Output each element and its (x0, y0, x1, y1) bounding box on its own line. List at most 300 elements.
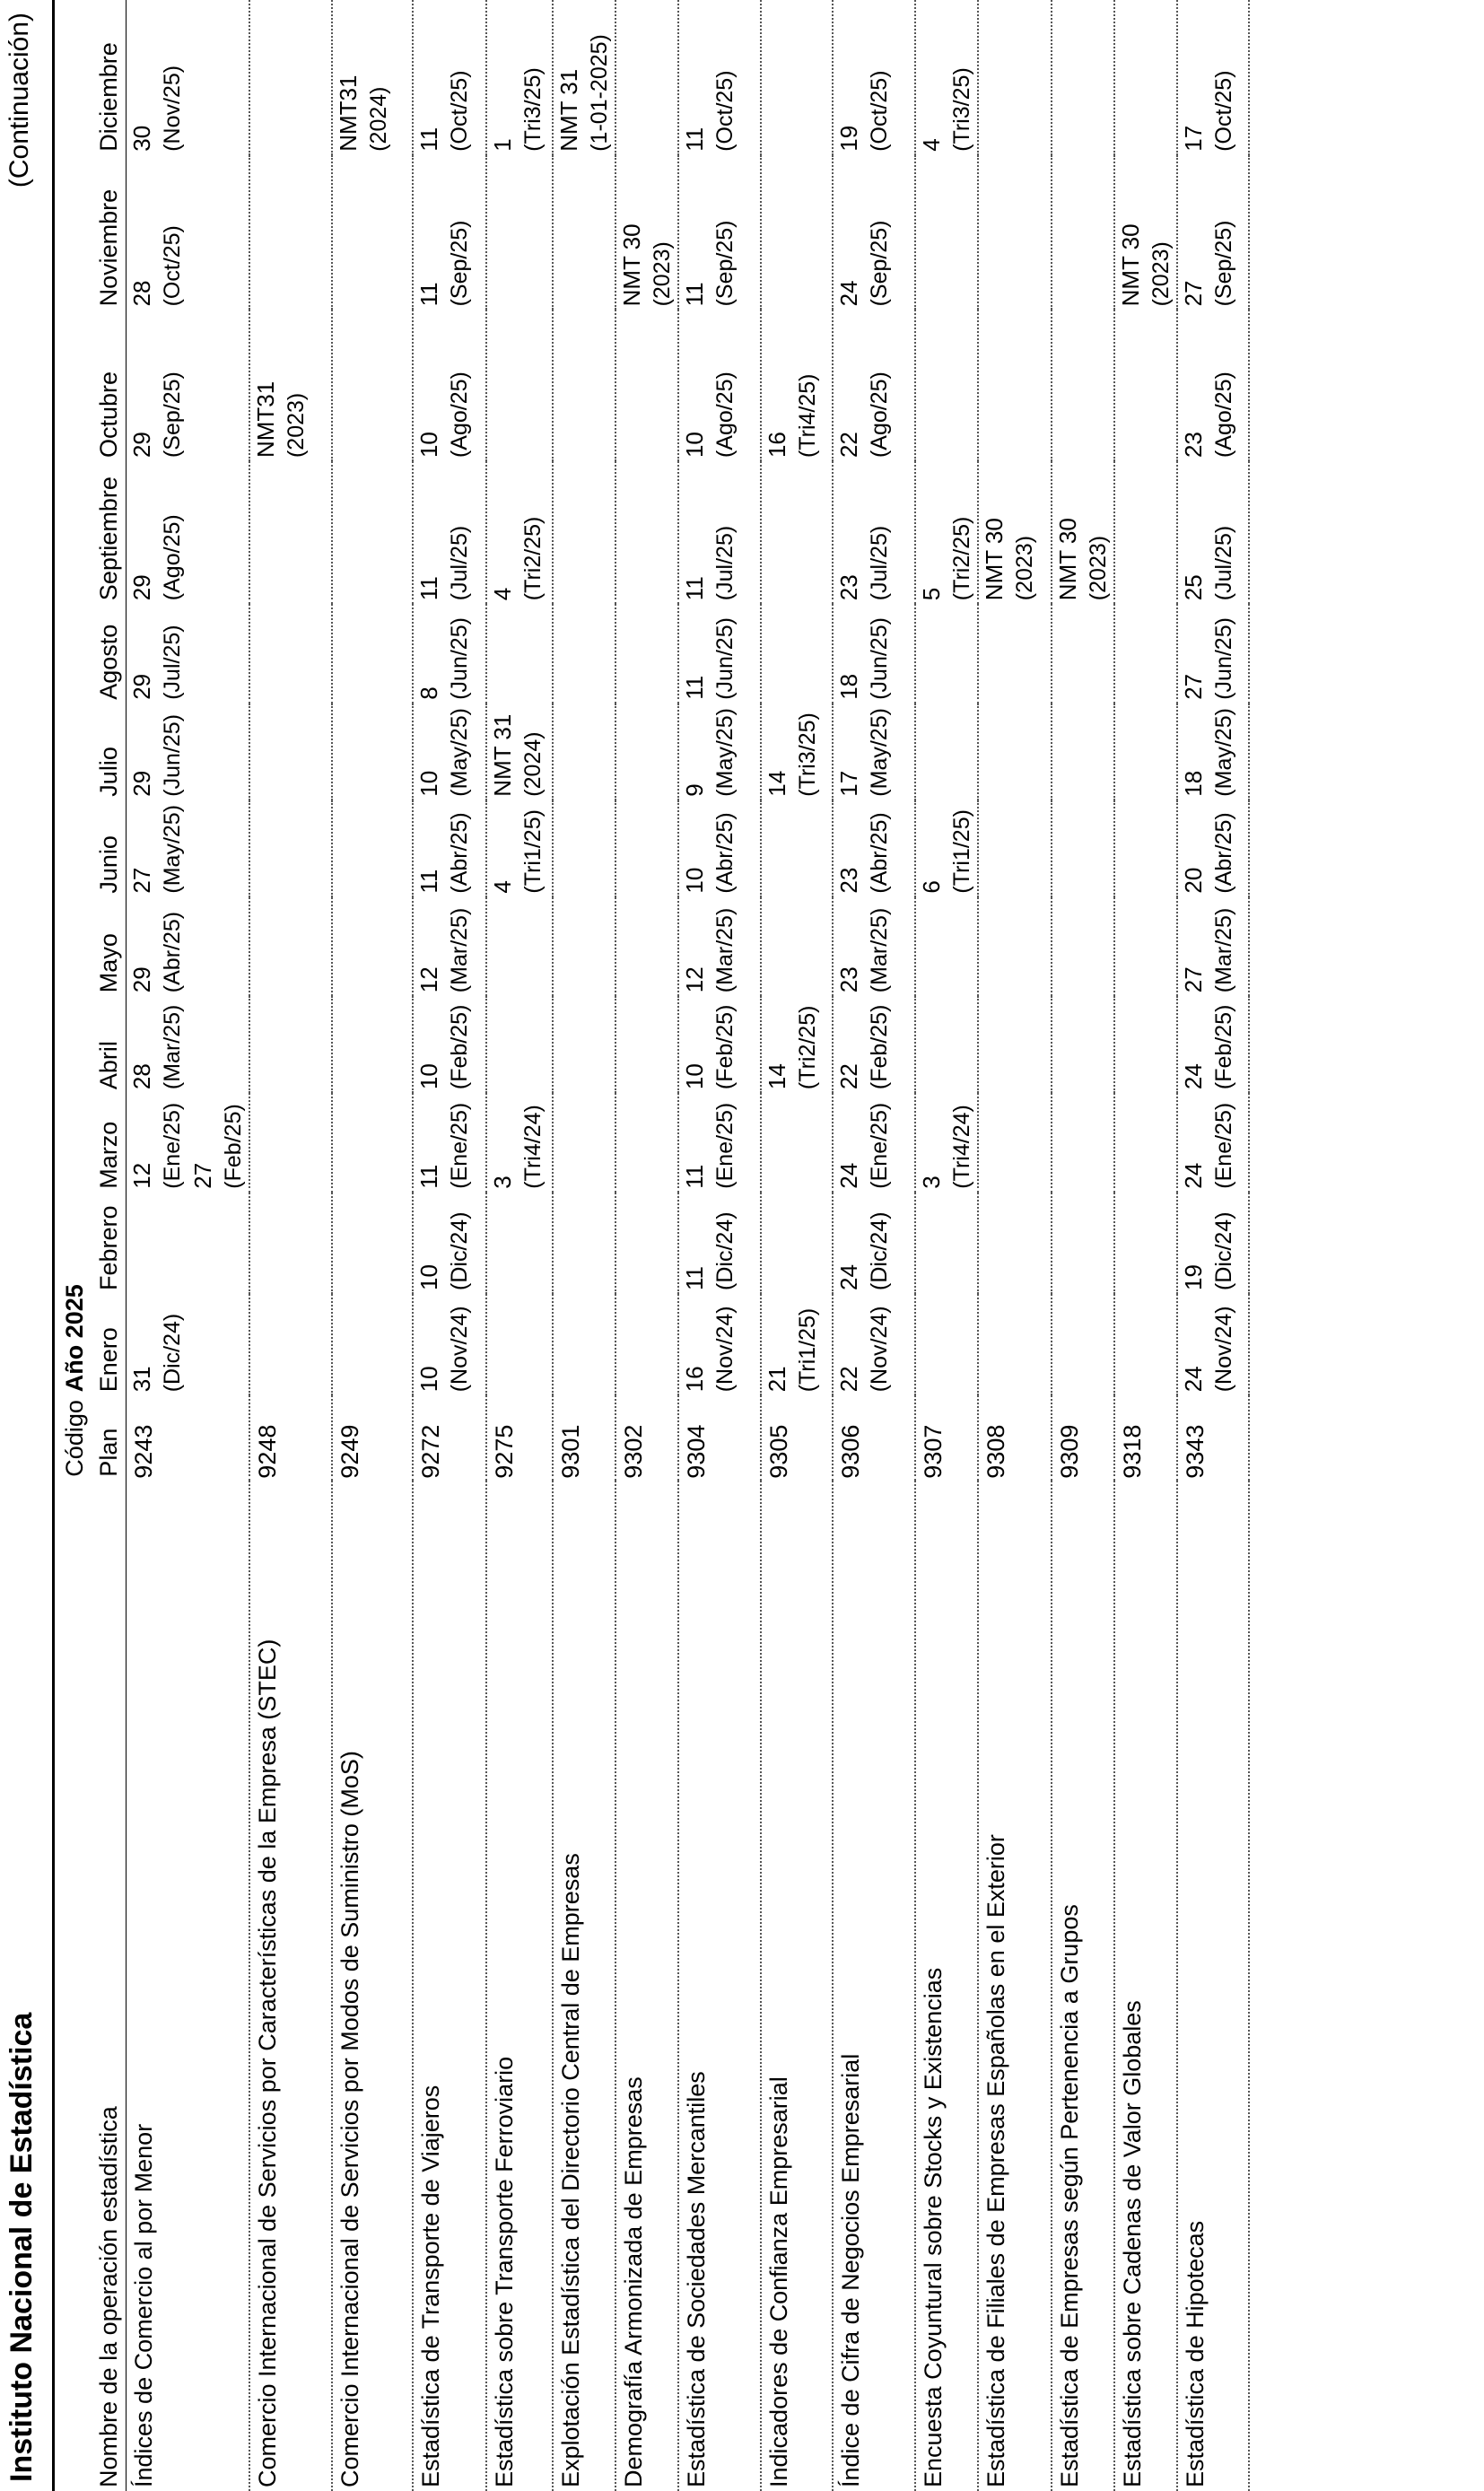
release-day: 12 (128, 1162, 155, 1189)
operation-code: 9305 (765, 1424, 792, 1479)
release-cell (978, 996, 1052, 1093)
table-row (486, 0, 553, 2491)
reference-period: (Ago/25) (712, 371, 738, 459)
release-cell (127, 1193, 250, 1294)
release-cell (249, 155, 332, 310)
reference-period: (Dic/24) (447, 1211, 472, 1290)
operation-name: Encuesta Coyuntural sobre Stocks y Existencias (920, 1967, 947, 2487)
release-day: 29 (128, 673, 155, 700)
reference-period: (Abr/25) (1211, 812, 1236, 894)
month-header: Abril (92, 996, 127, 1093)
reference-period: (Tri4/24) (520, 1105, 546, 1189)
reference-period: (Abr/25) (160, 911, 185, 993)
reference-period: (Sep/25) (712, 220, 738, 307)
reference-period: (May/25) (867, 708, 892, 797)
release-day: 27 (1180, 673, 1207, 700)
release-day: 11 (681, 1265, 708, 1290)
release-day: 19 (835, 125, 862, 152)
release-cell (249, 604, 332, 704)
release-cell (332, 604, 413, 704)
month-header: Septiembre (92, 461, 127, 604)
operation-code: 9302 (620, 1424, 647, 1479)
month-header: Octubre (92, 310, 127, 461)
release-cell (978, 310, 1052, 461)
release-day: NMT31 (252, 380, 279, 459)
release-day: 29 (128, 432, 155, 459)
release-cell (553, 0, 615, 155)
reference-period: (Sep/25) (867, 220, 892, 307)
month-header: Agosto (92, 604, 127, 704)
release-cell (678, 155, 761, 310)
release-cell (1114, 1294, 1177, 1395)
release-cell (615, 310, 678, 461)
release-day: 6 (918, 880, 945, 894)
release-day: NMT 31 (489, 713, 516, 797)
release-cell (413, 604, 486, 704)
release-day: 27 (128, 867, 155, 894)
release-day: 25 (1180, 574, 1207, 601)
release-cell (978, 1193, 1052, 1294)
release-cell (915, 1294, 978, 1395)
reference-period: (Ene/25) (447, 1102, 472, 1189)
release-day: NMT 30 (1054, 518, 1081, 601)
reference-period: (Jul/25) (867, 525, 892, 601)
release-cell (553, 604, 615, 704)
release-cell (1052, 0, 1114, 155)
release-cell (915, 897, 978, 997)
reference-period: (2023) (1148, 241, 1174, 307)
table-row (678, 0, 761, 2491)
reference-period: (2023) (1012, 535, 1037, 601)
operation-code: 9243 (130, 1424, 157, 1479)
table-row (413, 0, 486, 2491)
reference-period: (Abr/25) (867, 812, 892, 894)
release-cell (761, 1093, 833, 1193)
reference-period: (Mar/25) (712, 907, 738, 993)
reference-period: (Oct/25) (160, 225, 185, 307)
release-day: 12 (415, 966, 442, 993)
release-cell (978, 1294, 1052, 1395)
release-cell (553, 996, 615, 1093)
release-cell (615, 1193, 678, 1294)
release-day: 29 (128, 770, 155, 797)
release-cell (1114, 310, 1177, 461)
release-day: 24 (1180, 1162, 1207, 1189)
reference-period: (1-01-2025) (587, 34, 612, 152)
release-cell (1052, 1193, 1114, 1294)
release-cell (915, 1193, 978, 1294)
release-cell (761, 0, 833, 155)
release-cell (678, 897, 761, 997)
release-cell (249, 1093, 332, 1193)
release-cell (833, 604, 915, 704)
table-row (615, 0, 678, 2491)
reference-period: (Ago/25) (447, 371, 472, 459)
release-day: NMT 31 (555, 68, 582, 152)
release-calendar-table (57, 0, 1250, 2491)
release-cell (413, 897, 486, 997)
release-cell (127, 897, 250, 997)
release-cell (413, 1093, 486, 1193)
release-cell (127, 1093, 250, 1193)
operation-code: 9343 (1182, 1424, 1209, 1479)
release-cell (1177, 897, 1249, 997)
table-row (761, 0, 833, 2491)
release-cell (678, 704, 761, 800)
release-cell (678, 800, 761, 897)
release-cell (1177, 0, 1249, 155)
release-cell (553, 897, 615, 997)
operation-code: 9309 (1056, 1424, 1083, 1479)
operation-name: Índices de Comercio al por Menor (130, 2123, 157, 2487)
release-cell (249, 897, 332, 997)
release-cell (332, 800, 413, 897)
release-cell (249, 996, 332, 1093)
operation-name: Índice de Cifra de Negocios Empresarial (837, 2053, 864, 2487)
release-day: 4 (489, 587, 516, 601)
release-day: 31 (128, 1366, 155, 1393)
release-cell (1114, 996, 1177, 1093)
release-cell (553, 155, 615, 310)
release-day: 23 (835, 574, 862, 601)
release-cell (915, 800, 978, 897)
release-cell (833, 1193, 915, 1294)
release-day: 18 (1180, 770, 1207, 797)
release-cell (1052, 1294, 1114, 1395)
release-cell (486, 604, 553, 704)
month-header: Febrero (92, 1193, 127, 1294)
reference-period: (Tri1/25) (520, 809, 546, 894)
table-row (1052, 0, 1114, 2491)
release-cell (833, 1093, 915, 1193)
month-header: Marzo (92, 1093, 127, 1193)
operation-name: Comercio Internacional de Servicios por Características de la Empresa (STEC) (254, 1639, 281, 2487)
table-row (553, 0, 615, 2491)
release-cell (761, 1193, 833, 1294)
release-day: 12 (681, 966, 708, 993)
reference-period: (Mar/25) (447, 907, 472, 993)
release-cell (553, 800, 615, 897)
release-cell (1114, 0, 1177, 155)
release-cell (1114, 1193, 1177, 1294)
release-cell (678, 461, 761, 604)
reference-period: (Tri1/25) (795, 1307, 820, 1393)
release-cell (332, 996, 413, 1093)
reference-period: (Ene/25) (867, 1102, 892, 1189)
release-cell (413, 0, 486, 155)
release-day: 28 (128, 280, 155, 307)
release-cell (678, 0, 761, 155)
operation-code: 9272 (417, 1424, 444, 1479)
reference-period: (Feb/25) (1211, 1004, 1236, 1090)
release-cell (1114, 461, 1177, 604)
release-cell (553, 1193, 615, 1294)
reference-period: (Dic/24) (1211, 1211, 1236, 1290)
release-cell (1177, 1294, 1249, 1395)
reference-period: (Jul/25) (712, 525, 738, 601)
release-cell (413, 1294, 486, 1395)
release-day: 11 (681, 576, 708, 601)
operation-name: Indicadores de Confianza Empresarial (765, 2076, 792, 2487)
release-cell (127, 1294, 250, 1395)
release-day: 11 (415, 282, 442, 307)
operation-code: 9306 (837, 1424, 864, 1479)
release-cell (1052, 704, 1114, 800)
month-header: Diciembre (92, 0, 127, 155)
release-cell (127, 0, 250, 155)
release-cell (127, 461, 250, 604)
release-cell (615, 0, 678, 155)
release-cell (915, 704, 978, 800)
release-cell (615, 800, 678, 897)
release-day: 11 (415, 576, 442, 601)
release-day: 17 (835, 770, 862, 797)
release-cell (615, 461, 678, 604)
reference-period: (Tri3/25) (795, 712, 820, 797)
release-cell (761, 897, 833, 997)
operation-code: 9275 (491, 1424, 518, 1479)
operation-code: 9301 (557, 1424, 584, 1479)
release-day: 14 (764, 1063, 790, 1090)
release-day: NMT 30 (618, 223, 645, 307)
release-day: 11 (415, 869, 442, 894)
release-day: 10 (415, 432, 442, 459)
release-cell (615, 604, 678, 704)
table-row (332, 0, 413, 2491)
release-cell (127, 604, 250, 704)
release-cell (1052, 310, 1114, 461)
reference-period: (Oct/25) (712, 70, 738, 152)
release-day: 16 (764, 432, 790, 459)
release-day: 21 (764, 1366, 790, 1393)
release-cell (833, 310, 915, 461)
release-day: 16 (681, 1366, 708, 1393)
reference-period: (Oct/25) (867, 70, 892, 152)
release-cell (978, 704, 1052, 800)
reference-period: (May/25) (447, 708, 472, 797)
reference-period: (Nov/24) (712, 1306, 738, 1393)
release-cell (332, 704, 413, 800)
release-cell (1177, 996, 1249, 1093)
operation-name: Estadística de Hipotecas (1182, 2220, 1209, 2487)
reference-period: (Ene/25) (1211, 1102, 1236, 1189)
release-cell (332, 1093, 413, 1193)
release-cell (553, 704, 615, 800)
release-cell (1114, 704, 1177, 800)
release-cell (1114, 800, 1177, 897)
table-row (1177, 0, 1249, 2491)
release-cell (486, 996, 553, 1093)
release-cell (678, 1294, 761, 1395)
operation-code: 9248 (254, 1424, 281, 1479)
release-day: 4 (489, 880, 516, 894)
release-cell (915, 0, 978, 155)
release-day: NMT31 (335, 74, 362, 152)
release-cell (833, 1294, 915, 1395)
table-row (1114, 0, 1177, 2491)
release-day: 10 (415, 770, 442, 797)
release-day: 17 (1180, 125, 1207, 152)
release-day: 3 (489, 1176, 516, 1189)
release-day: 22 (835, 432, 862, 459)
release-cell (1177, 310, 1249, 461)
reference-period: (Mar/25) (867, 907, 892, 993)
release-cell (553, 461, 615, 604)
release-cell (678, 310, 761, 461)
release-cell (1177, 800, 1249, 897)
reference-period: (Jun/25) (160, 713, 185, 797)
release-cell (678, 604, 761, 704)
release-cell (761, 996, 833, 1093)
release-cell (553, 310, 615, 461)
release-day: 23 (835, 966, 862, 993)
release-day: 18 (835, 673, 862, 700)
month-header: Enero (92, 1294, 127, 1395)
release-day: 5 (918, 587, 945, 601)
reference-period: (Oct/25) (1211, 70, 1236, 152)
release-cell (1052, 604, 1114, 704)
release-cell (1114, 604, 1177, 704)
reference-period: (Nov/24) (1211, 1306, 1236, 1393)
release-cell (486, 155, 553, 310)
release-cell (761, 704, 833, 800)
operation-code: 9249 (336, 1424, 363, 1479)
reference-period: (Tri2/25) (949, 516, 974, 601)
reference-period: (Jun/25) (867, 617, 892, 700)
release-cell (1114, 1093, 1177, 1193)
release-cell (1114, 155, 1177, 310)
operation-name: Demografía Armonizada de Empresas (620, 2076, 647, 2487)
release-cell (1114, 897, 1177, 997)
release-day: 8 (415, 686, 442, 700)
reference-period: (Mar/25) (1211, 907, 1236, 993)
release-cell (1052, 155, 1114, 310)
release-cell (1177, 155, 1249, 310)
release-cell (1177, 604, 1249, 704)
release-day: 24 (1180, 1063, 1207, 1090)
table-row (978, 0, 1052, 2491)
table-row (915, 0, 978, 2491)
reference-period: (Abr/25) (712, 812, 738, 894)
release-day: 10 (681, 1063, 708, 1090)
release-day: 27 (1180, 280, 1207, 307)
release-cell (127, 155, 250, 310)
top-rule (52, 0, 55, 2491)
release-cell (249, 310, 332, 461)
release-cell (486, 1294, 553, 1395)
reference-period: (Nov/24) (867, 1306, 892, 1393)
release-day: 22 (835, 1063, 862, 1090)
reference-period: (Jul/25) (160, 625, 185, 700)
release-cell (978, 0, 1052, 155)
reference-period: (2023) (284, 392, 309, 459)
release-cell (761, 461, 833, 604)
column-header-name: Nombre de la operación estadística (57, 1481, 127, 2491)
reference-period: (Ene/25) (712, 1102, 738, 1189)
release-cell (332, 310, 413, 461)
release-cell (1052, 461, 1114, 604)
reference-period: (Abr/25) (447, 812, 472, 894)
release-cell (833, 704, 915, 800)
reference-period: (Ago/25) (1211, 371, 1236, 459)
release-cell (127, 800, 250, 897)
reference-period: (Mar/25) (160, 1004, 185, 1090)
reference-period: (Feb/25) (221, 1104, 246, 1189)
operation-code: 9308 (982, 1424, 1009, 1479)
release-day: 10 (415, 1063, 442, 1090)
reference-period: (Jul/25) (447, 525, 472, 601)
release-cell (413, 461, 486, 604)
release-day: 28 (128, 1063, 155, 1090)
release-cell (332, 155, 413, 310)
reference-period: (May/25) (160, 804, 185, 894)
month-header: Junio (92, 800, 127, 897)
release-day: 23 (835, 867, 862, 894)
reference-period: (Feb/25) (447, 1004, 472, 1090)
release-day: 24 (835, 280, 862, 307)
release-day: 23 (1180, 432, 1207, 459)
release-cell (249, 1193, 332, 1294)
reference-period: (2024) (520, 731, 546, 797)
release-day: 3 (918, 1176, 945, 1189)
reference-period: (Dic/24) (160, 1313, 185, 1393)
release-cell (413, 310, 486, 461)
reference-period: (Tri2/25) (795, 1005, 820, 1090)
release-cell (486, 1193, 553, 1294)
release-cell (1052, 996, 1114, 1093)
release-cell (833, 461, 915, 604)
reference-period: (Tri4/24) (949, 1105, 974, 1189)
release-cell (249, 800, 332, 897)
release-cell (615, 155, 678, 310)
release-cell (833, 155, 915, 310)
release-day: 24 (835, 1264, 862, 1290)
release-day: 9 (681, 783, 708, 797)
reference-period: (Tri3/25) (520, 67, 546, 152)
release-cell (833, 800, 915, 897)
reference-period: (Oct/25) (447, 70, 472, 152)
reference-period: (Jun/25) (712, 617, 738, 700)
release-cell (833, 996, 915, 1093)
release-cell (486, 461, 553, 604)
release-cell (249, 704, 332, 800)
release-cell (332, 897, 413, 997)
release-day: 11 (681, 282, 708, 307)
release-day: 11 (681, 1164, 708, 1189)
reference-period: (Ene/25) (160, 1102, 185, 1189)
reference-period: (Tri2/25) (520, 516, 546, 601)
reference-period: (Sep/25) (447, 220, 472, 307)
operation-name: Estadística sobre Cadenas de Valor Globales (1119, 2000, 1146, 2487)
release-cell (127, 996, 250, 1093)
release-cell (978, 604, 1052, 704)
release-day: NMT 30 (1117, 223, 1144, 307)
reference-period: (Jul/25) (1211, 525, 1236, 601)
operation-name: Estadística de Sociedades Mercantiles (683, 2071, 710, 2487)
operation-name: Estadística de Transporte de Viajeros (417, 2085, 444, 2487)
reference-period: (May/25) (1211, 708, 1236, 797)
reference-period: (Ago/25) (867, 371, 892, 459)
release-cell (678, 1193, 761, 1294)
release-cell (978, 461, 1052, 604)
release-cell (615, 1093, 678, 1193)
release-cell (833, 897, 915, 997)
release-cell (833, 0, 915, 155)
organization-title: Instituto Nacional de Estadística (4, 2012, 39, 2482)
operation-code: 9318 (1119, 1424, 1146, 1479)
release-cell (486, 0, 553, 155)
reference-period: (2023) (1086, 535, 1111, 601)
